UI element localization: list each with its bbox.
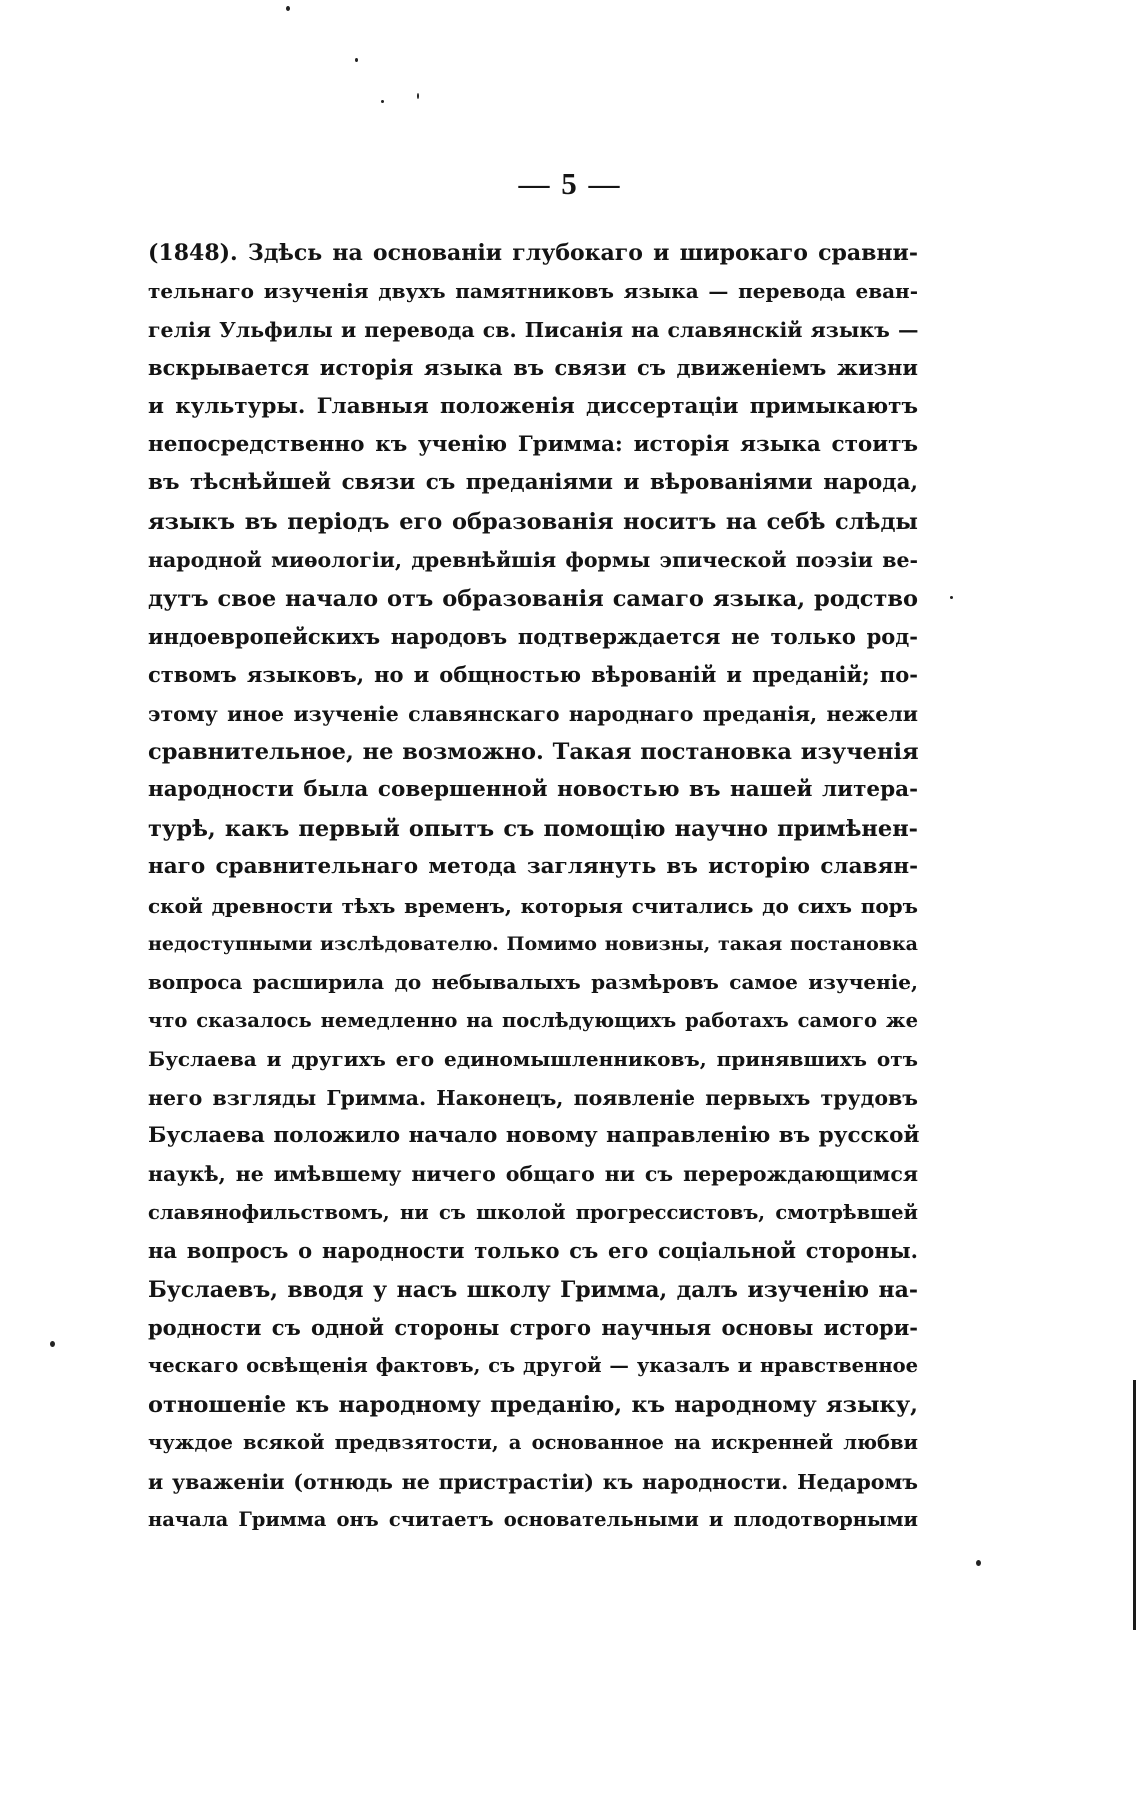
text-line: (1848). Здѣсь на основанiи глубокаго и широкаго сравни- (148, 240, 918, 266)
print-speck (286, 6, 290, 11)
print-speck (976, 1560, 981, 1566)
text-line: индоевропейскихъ народовъ подтверждается не только род- (148, 623, 918, 649)
text-line: ствомъ языковъ, но и общностью вѣрованiй и преданiй; по- (148, 662, 918, 688)
text-line: и уваженiи (отнюдь не пристрастiи) къ народности. Недаромъ (148, 1469, 918, 1494)
text-line: языкъ въ перiодъ его образованiя носитъ на себѣ слѣды (148, 508, 918, 535)
scan-edge-line (1133, 1380, 1136, 1630)
text-line: и культуры. Главныя положенiя диссертацiи примыкаютъ (148, 393, 918, 419)
text-line: Буслаева положило начало новому направленiю въ русской (148, 1122, 920, 1148)
text-line: народности была совершенной новостью въ нашей литера- (148, 777, 918, 803)
text-line: турѣ, какъ первый опытъ съ помощiю научно примѣнен- (148, 815, 918, 842)
text-line: дутъ свое начало отъ образованiя самаго языка, родство (148, 585, 918, 612)
text-line: сравнительное, не возможно. Такая постановка изученiя (148, 739, 919, 766)
print-speck (381, 100, 384, 103)
print-speck (50, 1341, 55, 1347)
text-line: на вопросъ о народности только съ его соцiальной стороны. (148, 1238, 918, 1264)
text-line: отношенiе къ народному преданiю, къ народному языку, (148, 1391, 918, 1418)
text-line: начала Гримма онъ считаетъ основательными и плодотворными (148, 1507, 918, 1531)
text-line: гелiя Ульфилы и перевода св. Писанiя на славянскiй языкъ — (148, 317, 919, 342)
text-line: тельнаго изученiя двухъ памятниковъ языка — перевода еван- (148, 279, 918, 304)
print-speck (355, 58, 358, 62)
text-line: вскрывается исторiя языка въ связи съ движенiемъ жизни (148, 355, 918, 381)
print-speck (950, 596, 953, 599)
text-line: непосредственно къ ученiю Гримма: исторiя языка стоитъ (148, 431, 918, 457)
text-line: славянофильствомъ, ни съ школой прогрессистовъ, смотрѣвшей (148, 1200, 918, 1224)
text-line: Буслаевъ, вводя у насъ школу Гримма, далъ изученiю на- (148, 1276, 918, 1303)
text-line: народной миѳологiи, древнѣйшiя формы эпической поэзiи ве- (148, 548, 918, 573)
text-line: ческаго освѣщенiя фактовъ, съ другой — указалъ и нравственное (148, 1354, 918, 1378)
text-line: вопроса расширила до небывалыхъ размѣровъ самое изученiе, (148, 970, 918, 995)
text-line: ской древности тѣхъ временъ, которыя считались до сихъ поръ (148, 893, 918, 918)
text-line: этому иное изученiе славянскаго народнаго преданiя, нежели (148, 701, 918, 726)
text-line: наукѣ, не имѣвшему ничего общаго ни съ перерождающимся (148, 1162, 918, 1187)
text-line: родности съ одной стороны строго научныя основы истори- (148, 1314, 918, 1340)
print-speck (417, 93, 419, 99)
body-text (148, 234, 918, 1539)
text-line: чуждое всякой предвзятости, а основанное на искренней любви (148, 1431, 918, 1455)
text-line: что сказалось немедленно на послѣдующихъ работахъ самого же (148, 1008, 918, 1032)
page-number: — 5 — (518, 166, 622, 201)
text-line: въ тѣснѣйшей связи съ преданiями и вѣрованiями народа, (148, 470, 918, 496)
text-line: Буслаева и другихъ его единомышленниковъ, принявшихъ отъ (148, 1047, 918, 1072)
text-line: наго сравнительнаго метода заглянуть въ исторiю славян- (148, 854, 918, 880)
text-line: недоступными изслѣдователю. Помимо новизны, такая постановка (148, 933, 918, 956)
text-line: него взгляды Гримма. Наконецъ, появленiе первыхъ трудовъ (148, 1085, 918, 1110)
